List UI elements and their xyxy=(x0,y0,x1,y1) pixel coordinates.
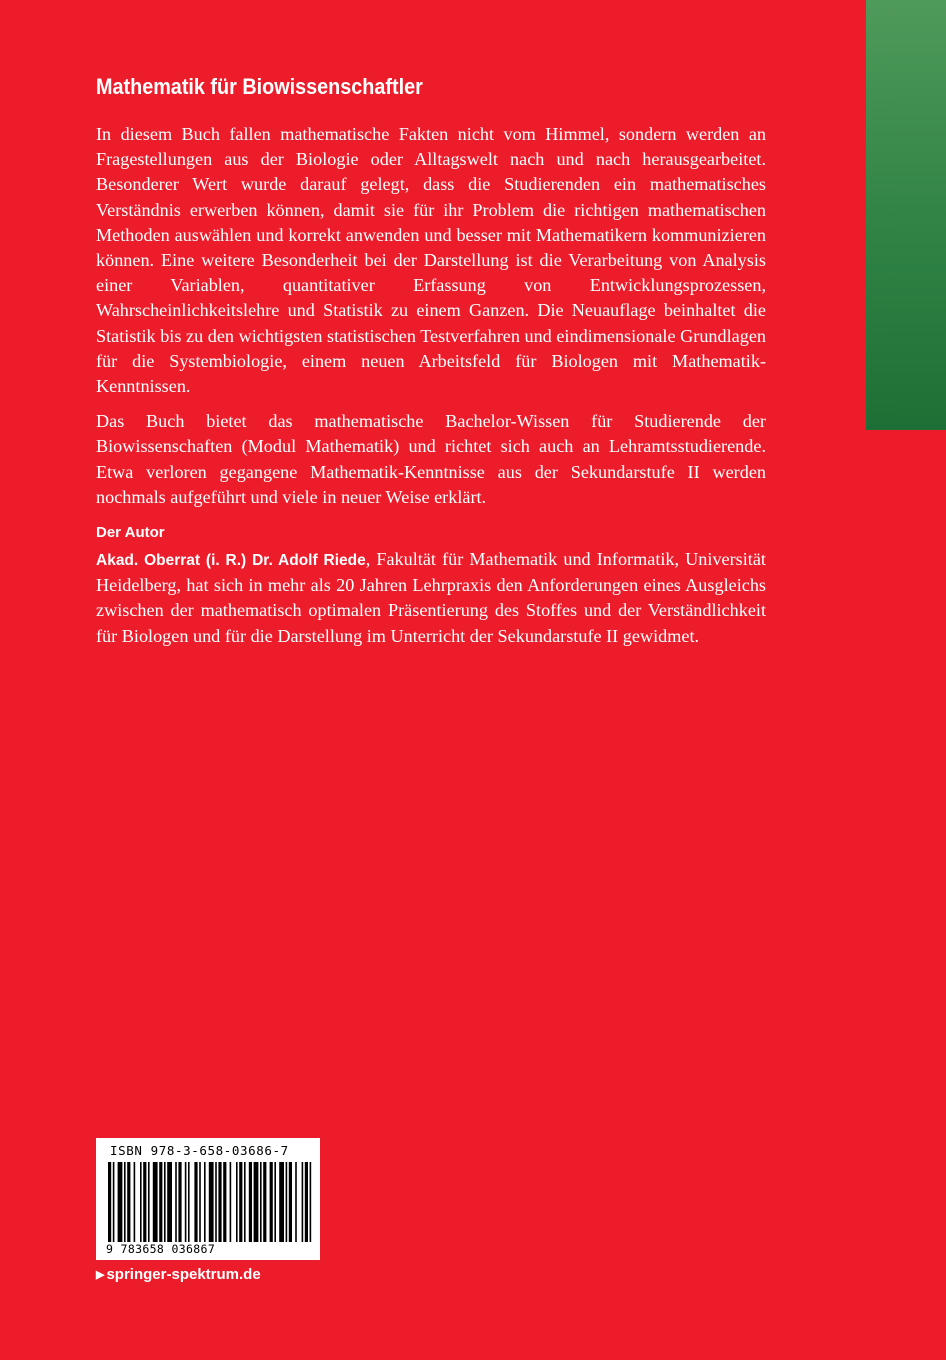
author-bio: , Fakultät für Mathematik und Informatik, Universität Heidelberg, hat sich in mehr als 20 Jahren Lehrpraxis den Anforderungen eines Ausgleichs zwischen der mathematisch optimalen Präsentierung des Stoffes und der Verständlichkeit für Biologen und für die Darstellung im Unterricht der Sekundarstufe II gewidmet. xyxy=(96,549,766,646)
author-bio-paragraph xyxy=(96,547,766,649)
isbn-label: ISBN 978-3-658-03686-7 xyxy=(110,1143,289,1158)
arrow-right-icon: ▶ xyxy=(96,1269,105,1281)
author-heading: Der Autor xyxy=(96,524,165,542)
barcode-digits: 9 783658 036867 xyxy=(106,1242,316,1256)
description-paragraph-1: In diesem Buch fallen mathematische Fakten nicht vom Himmel, sondern werden an Fragestellungen aus der Biologie oder Alltagswelt nach und nach herausgearbeitet. Besonderer Wert wurde darauf gelegt, dass die Studierenden ein mathematisches Verständnis erwerben können, damit sie für ihr Problem die richtigen mathematischen Methoden auswählen und korrekt anwenden und besser mit Mathematikern kommunizieren können. Eine weitere Besonderheit bei der Darstellung ist die Verarbeitung von Analysis einer Variablen, quantitativer Erfassung von Entwicklungsprozessen, Wahrscheinlichkeitslehre und Statistik zu einem Ganzen. Die Neuauflage beinhaltet die Statistik bis zu den wichtigsten statistischen Testverfahren und eindimensionale Grundlagen für die Systembiologie, einem neuen Arbeitsfeld für Biologen mit Mathematik-Kenntnissen. xyxy=(96,124,766,397)
author-name: Akad. Oberrat (i. R.) Dr. Adolf Riede xyxy=(96,552,366,570)
book-title: Mathematik für Biowissenschaftler xyxy=(96,74,423,99)
description-paragraph-2: Das Buch bietet das mathematische Bachelor-Wissen für Studierende der Biowissenschaften (Modul Mathematik) und richtet sich auch an Lehramtsstudierende. Etwa verloren gegangene Mathematik-Kenntnisse aus der Sekundarstufe II werden nochmals aufgeführt und viele in neuer Weise erklärt. xyxy=(96,411,766,507)
back-cover-text xyxy=(96,74,766,659)
isbn-barcode xyxy=(96,1138,320,1260)
barcode-bars xyxy=(108,1162,312,1246)
publisher-url: springer-spektrum.de xyxy=(106,1266,261,1283)
green-spine-band xyxy=(866,0,946,430)
publisher-link[interactable] xyxy=(96,1266,261,1283)
